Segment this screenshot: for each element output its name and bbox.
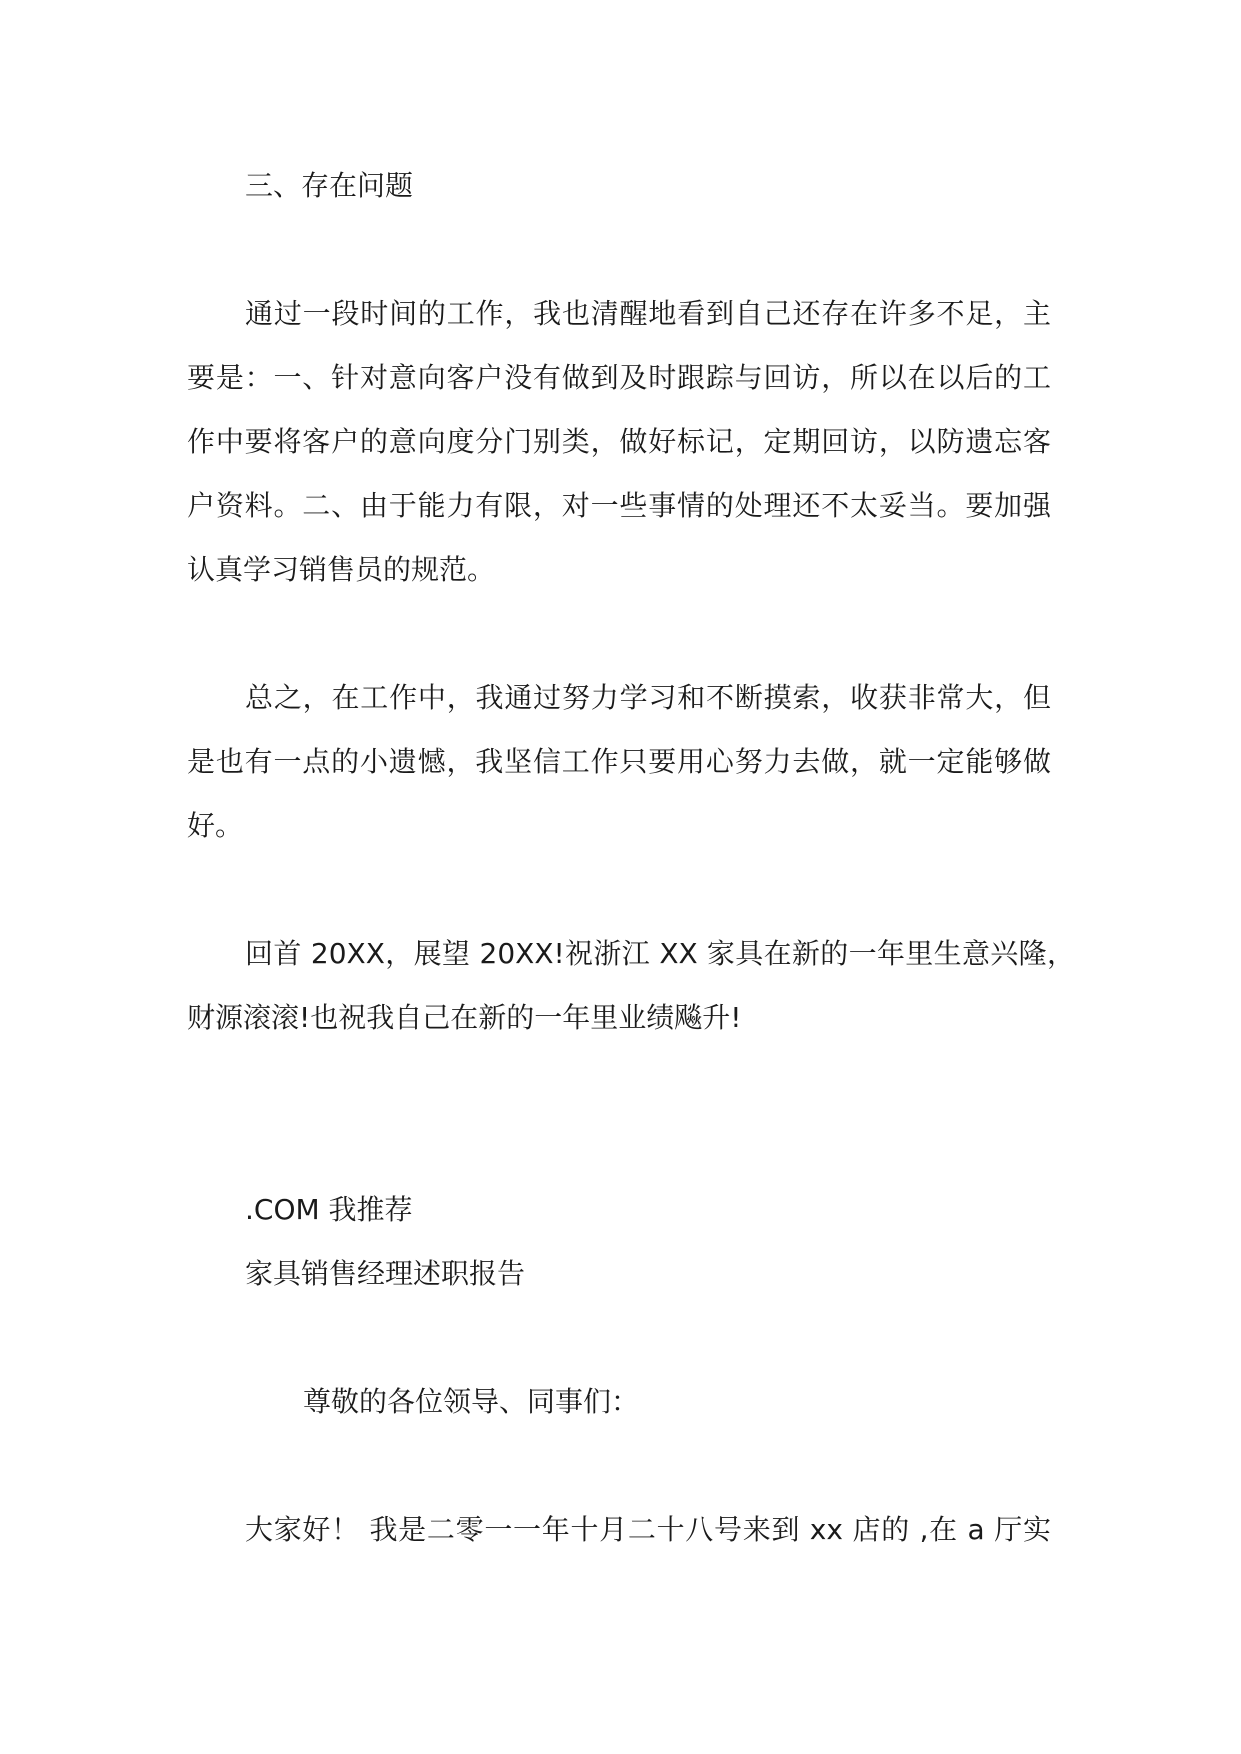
salutation: 尊敬的各位领导、同事们： xyxy=(303,1385,640,1418)
paragraph-line: 总之，在工作中，我通过努力学习和不断摸索，收获非常大，但 xyxy=(245,681,1051,714)
paragraph-line: 认真学习销售员的规范。 xyxy=(187,553,496,586)
paragraph-line: 财源滚滚!也祝我自己在新的一年里业绩飚升! xyxy=(187,1001,742,1034)
paragraph-line: 要是：一、针对意向客户没有做到及时跟踪与回访，所以在以后的工 xyxy=(187,361,1051,394)
paragraph-line: 回首 20XX，展望 20XX!祝浙江 XX 家具在新的一年里生意兴隆， xyxy=(245,937,1075,970)
paragraph-line: 户资料。二、由于能力有限，对一些事情的处理还不太妥当。要加强 xyxy=(187,489,1051,522)
paragraph-line: 是也有一点的小遗憾，我坚信工作只要用心努力去做，就一定能够做 xyxy=(187,745,1051,778)
paragraph-line: 好。 xyxy=(187,809,244,842)
paragraph-line: 通过一段时间的工作，我也清醒地看到自己还存在许多不足，主 xyxy=(245,297,1051,330)
recommend-label: .COM 我推荐 xyxy=(245,1193,413,1226)
section-heading: 三、存在问题 xyxy=(245,169,414,202)
report-title: 家具销售经理述职报告 xyxy=(245,1257,526,1290)
opening-line: 大家好！ 我是二零一一年十月二十八号来到 xx 店的 ,在 a 厅实 xyxy=(245,1513,1051,1546)
paragraph-line: 作中要将客户的意向度分门别类，做好标记，定期回访，以防遗忘客 xyxy=(187,425,1051,458)
